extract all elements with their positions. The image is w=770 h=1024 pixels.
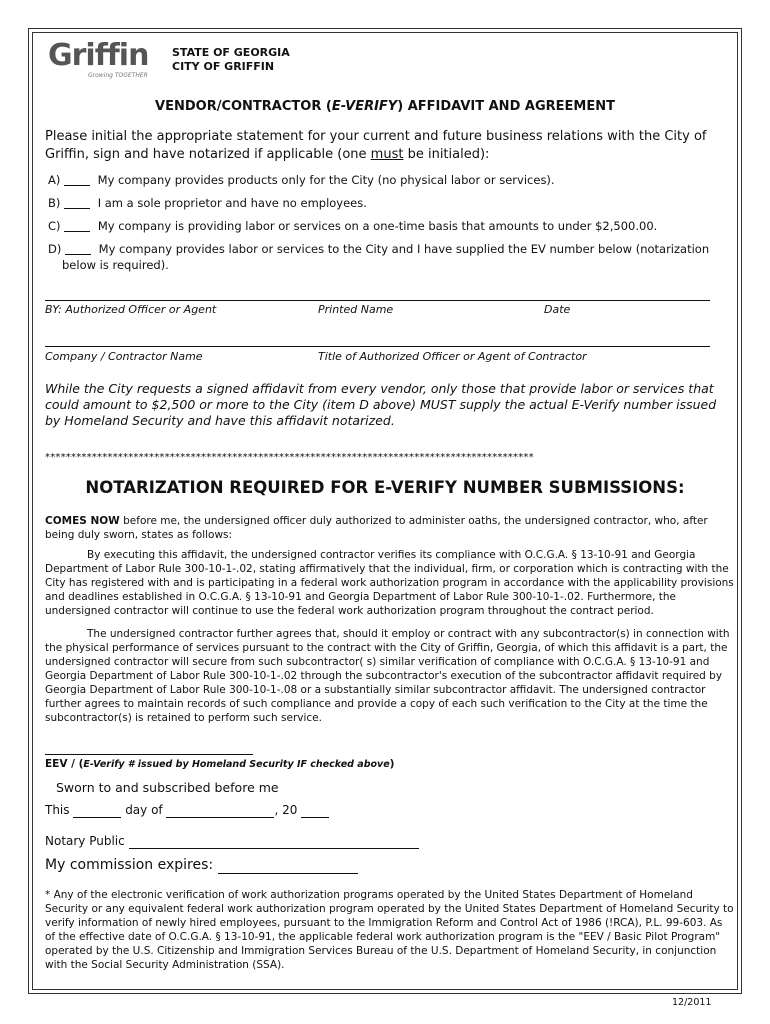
option-a [48,172,728,188]
eev-label [45,758,394,770]
option-text: My company provides labor or services to the City and I have supplied the EV number below (notarization below is required). [62,242,710,272]
city-line: CITY OF GRIFFIN [172,60,275,73]
paragraph-verification-text: By executing this affidavit, the undersigned contractor verifies its compliance with O.C.G.A. § 13-10-91 and Georgia Department of Labor Rule 300-10-1-.02, stating affirmatively that the individual, firm, or corporation which is contracting with the City has registered with and is participating in a federal work authorization program in accordance with the applicability provisions and deadlines established in O.C.G.A. § 13-10-91 and Georgia Department of Labor Rule 300-10-1-.02. Furthermore, the undersigned contractor will continue to use the federal work authorization program throughout the contract period. [45,549,734,617]
notary-public-row [45,834,419,849]
comes-now-text: before me, the undersigned officer duly authorized to administer oaths, the undersigned contractor, who, after being duly sworn, states as follows: [45,515,708,541]
eev-italic: E-Verify # issued by Homeland Security IF checked above [83,759,390,770]
initial-blank[interactable] [64,208,90,209]
paragraph-subcontractor-text: The undersigned contractor further agrees that, should it employ or contract with any subcontractor(s) in connection with the physical performance of services pursuant to the contract with the City of Griffin, Georgia, of which this affidavit is a part, the undersigned contractor will secure from such subcontractor( s) similar verification of compliance with O.C.G.A. § 13-10-91 and Georgia Department of Labor Rule 300-10-1-.02 through the subcontractor's execution of the subcontractor affidavit required by Georgia Department of Labor Rule 300-10-1-.08 or a substantially similar subcontractor affidavit. The undersigned contractor further agrees to maintain records of such compliance and provide a copy of each such verification to the City at the time the subcontractor(s) is retained to perform such service. [45,628,730,724]
star-divider: ********************************************************************************************** [45,452,534,463]
intro-instructions [45,128,735,164]
option-letter: D) [48,242,62,256]
paragraph-verification [45,548,735,618]
label-company-name: Company / Contractor Name [45,350,203,363]
option-text: My company provides products only for the City (no physical labor or services). [97,173,555,187]
paragraph-subcontractor [45,627,735,725]
notarization-heading: NOTARIZATION REQUIRED FOR E-VERIFY NUMBER SUBMISSIONS: [85,478,685,497]
option-text: My company is providing labor or services on a one-time basis that amounts to under $2,500.00. [97,219,658,233]
date-of-signing [45,803,329,818]
day-blank[interactable] [73,803,121,818]
option-letter: C) [48,219,61,233]
title-italic: E-VERIFY [331,99,398,114]
title-suffix: ) AFFIDAVIT AND AGREEMENT [397,99,615,114]
state-line: STATE OF GEORGIA [172,46,290,59]
label-date: Date [544,303,571,316]
commission-blank[interactable] [218,857,358,874]
month-blank[interactable] [166,803,274,818]
option-d [48,241,742,273]
griffin-logo [48,40,158,80]
option-b [48,195,728,211]
sworn-statement: Sworn to and subscribed before me [56,780,279,795]
logo-tagline: Growing TOGETHER [88,72,148,79]
this-label: This [45,803,70,817]
jurisdiction-header [172,46,290,74]
footnote: * Any of the electronic verification of work authorization programs operated by the United States Department of Homeland Security or any equivalent federal work authorization program operated by the United States Department of Homeland Security to verify information of newly hired employees, pursuant to the Immigration Reform and Control Act of 1986 (!RCA), P.L. 99-603. As of the effective date of O.C.G.A. § 13-10-91, the applicable federal work authorization program is the "EEV / Basic Pilot Program" operated by the U.S. Citizenship and Immigration Services Bureau of the U.S. Department of Homeland Security, in conjunction with the Social Security Administration (SSA). [45,889,734,971]
italic-note: While the City requests a signed affidavit from every vendor, only those that provide labor or services that could amount to $2,500 or more to the City (item D above) MUST supply the actual E-Verify number issued by Homeland Security and have this affidavit notarized. [45,381,717,428]
eev-suffix: ) [389,758,395,770]
eev-number-line[interactable] [45,754,253,755]
signature-line-1[interactable] [45,300,710,301]
day-of-label: day of [125,803,163,817]
signature-line-2[interactable] [45,346,710,347]
notary-public-label: Notary Public [45,834,125,848]
option-letter: B) [48,196,61,210]
comes-now-paragraph [45,514,735,542]
label-officer-title: Title of Authorized Officer or Agent of Contractor [318,350,587,363]
label-authorized-officer: BY: Authorized Officer or Agent [45,303,217,316]
option-c [48,218,728,234]
initial-blank[interactable] [64,231,90,232]
label-printed-name: Printed Name [318,303,394,316]
initial-blank[interactable] [65,254,91,255]
commission-row [45,857,358,874]
intro-before: Please initial the appropriate statement for your current and future business relations with the City of Griffin, sign and have notarized if applicable (one [45,129,707,162]
option-letter: A) [48,173,61,187]
logo-text: Griffin [48,38,149,73]
year-label: , 20 [274,803,298,817]
year-blank[interactable] [301,803,329,818]
commission-label: My commission expires: [45,857,214,873]
option-text: I am a sole proprietor and have no employees. [97,196,367,210]
document-title [0,99,770,114]
initial-blank[interactable] [64,185,90,186]
revision-date: 12/2011 [672,997,712,1008]
notary-signature-blank[interactable] [129,834,419,849]
intro-must: must [370,147,404,162]
comes-now-bold: COMES NOW [45,515,120,527]
eev-prefix: EEV / ( [45,758,84,770]
intro-after: be initialed): [403,147,490,162]
title-prefix: VENDOR/CONTRACTOR ( [155,99,332,114]
